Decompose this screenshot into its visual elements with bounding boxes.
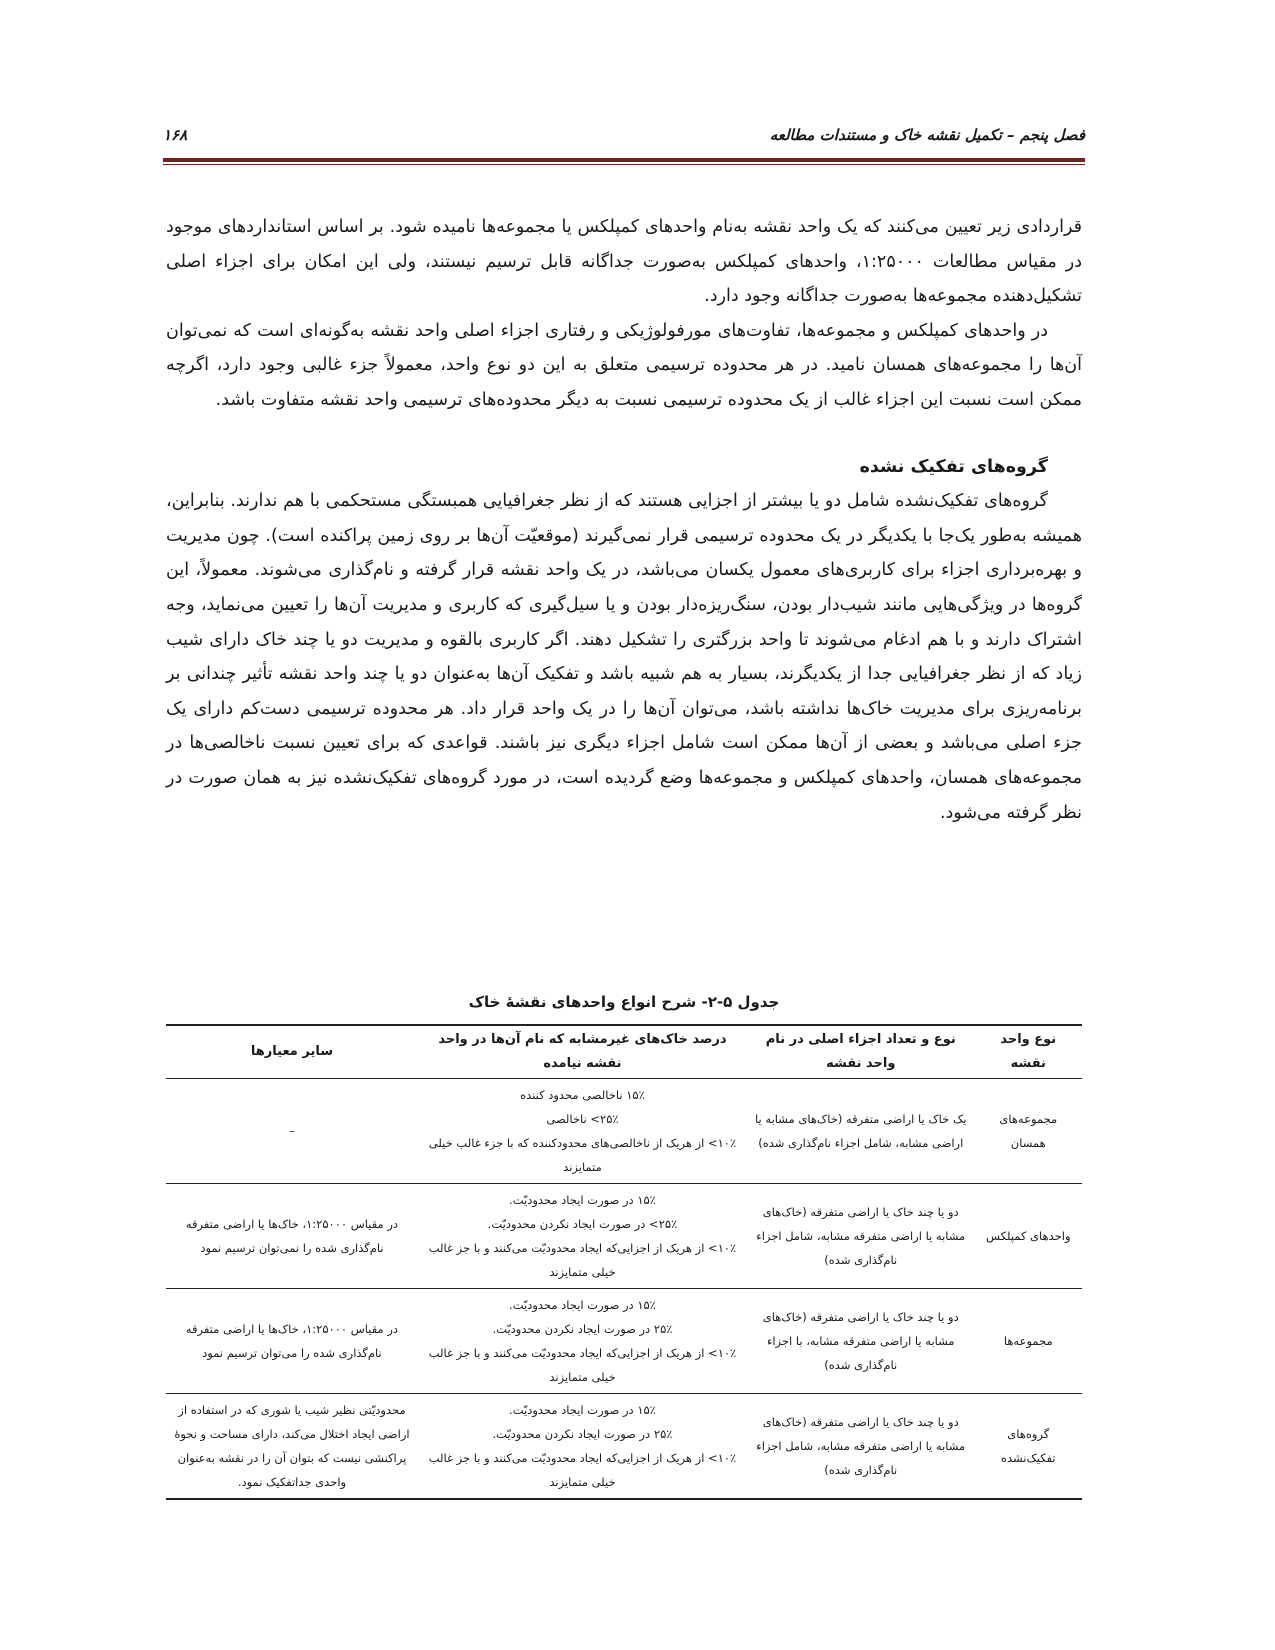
section-heading: گروه‌های تفکیک نشده [859, 456, 1048, 477]
percent-line: ۱۰٪> از هریک از ناخالصی‌های محدودکننده که با جزء غالب خیلی متمایزند [428, 1136, 737, 1174]
cell-unit-type: مجموعه‌ها [975, 1289, 1082, 1394]
map-units-table [166, 1024, 1082, 1500]
header-rule-thin [163, 164, 1085, 165]
header-rule-thick [163, 158, 1085, 162]
percent-line: ۲۵٪> ناخالصی [546, 1112, 619, 1126]
table-row [166, 1079, 1082, 1184]
cell-components: دو یا چند خاک یا اراضی متفرقه (خاک‌های مشابه یا اراضی متفرقه مشابه، با اجزاء نام‌گذاری شده) [747, 1289, 975, 1394]
paragraph: گروه‌های تفکیک‌نشده شامل دو یا بیشتر از اجزایی هستند که از نظر جغرافیایی همبستگی مستحکمی با هم ندارند. بنابراین، همیشه به‌طور یک‌جا با یکدیگر در یک محدوده ترسیمی قرار نمی‌گیرند (موقعیّت آن‌ها بر روی زمین پراکنده است). چون مدیریت و بهره‌برداری اجزاء برای کاربری‌های معمول یکسان می‌باشد، در یک واحد نقشه قرار گرفته و نام‌گذاری می‌شوند. معمولاً، این گروه‌ها در ویژگی‌هایی مانند شیب‌دار بودن، سنگ‌ریزه‌دار بودن و یا سیل‌گیری که کاربری و مدیریت آن‌ها را تعیین می‌نماید، وجه اشتراک دارند و با هم ادغام می‌شوند تا واحد بزرگتری را تشکیل دهند. اگر کاربری بالقوه و مدیریت دو یا چند خاک دارای شیب زیاد که از نظر جغرافیایی جدا از یکدیگرند، بسیار به هم شبیه باشد و تفکیک آن‌ها به‌عنوان دو یا چند واحد نقشه تأثیر چندانی بر برنامه‌ریزی برای مدیریت خاک‌ها نداشته باشد، می‌توان آن‌ها را در یک واحد قرار داد. هر محدوده ترسیمی دست‌کم دارای یک جزء اصلی می‌باشد و بعضی از آن‌ها ممکن است شامل اجزاء دیگری نیز باشند. قواعدی که برای تعیین نسبت ناخالصی‌ها در مجموعه‌های همسان، واحدهای کمپلکس و مجموعه‌ها وضع گردیده است، در مورد گروه‌های تفکیک‌نشده نیز به همان صورت در نظر گرفته می‌شود. [166, 491, 1082, 823]
table-caption: جدول ۵-۲- شرح انواع واحدهای نقشهٔ خاک [468, 993, 780, 1011]
percent-line: ۱۰٪> از هریک از اجزایی‌که ایجاد محدودیّت می‌کنند و با جز غالب خیلی متمایزند [428, 1346, 737, 1384]
table-row [166, 1289, 1082, 1394]
table-row [166, 1184, 1082, 1289]
header-other-criteria: سایر معیارها [166, 1025, 418, 1079]
cell-other-criteria: – [166, 1079, 418, 1184]
cell-components: یک خاک یا اراضی متفرقه (خاک‌های مشابه یا اراضی مشابه، شامل اجزاء نام‌گذاری شده) [747, 1079, 975, 1184]
paragraph: قراردادی زیر تعیین می‌کنند که یک واحد نقشه به‌نام واحدهای کمپلکس یا مجموعه‌ها نامیده شود. بر اساس استانداردهای موجود در مقیاس مطالعات ۱:۲۵۰۰۰، واحدهای کمپلکس به‌صورت جداگانه قابل ترسیم نیستند، ولی این امکان برای اجزاء اصلی تشکیل‌دهنده مجموعه‌ها به‌صورت جداگانه وجود دارد. [166, 217, 1082, 307]
percent-line: ۱۵٪ در صورت ایجاد محدودیّت. [509, 1403, 656, 1417]
cell-percent [418, 1289, 747, 1394]
table-row [166, 1394, 1082, 1500]
cell-percent [418, 1394, 747, 1500]
percent-line: ۱۵٪ در صورت ایجاد محدودیّت. [509, 1298, 656, 1312]
cell-unit-type: واحدهای کمپلکس [975, 1184, 1082, 1289]
page-header [163, 126, 1085, 154]
table-header-row [166, 1025, 1082, 1079]
cell-unit-type: گروه‌های تفکیک‌نشده [975, 1394, 1082, 1500]
cell-components: دو یا چند خاک یا اراضی متفرقه (خاک‌های مشابه یا اراضی متفرقه مشابه، شامل اجزاء نام‌گذاری شده) [747, 1394, 975, 1500]
paragraph: در واحدهای کمپلکس و مجموعه‌ها، تفاوت‌های مورفولوژیکی و رفتاری اجزاء اصلی واحد نقشه به‌گونه‌ای است که نمی‌توان آن‌ها را مجموعه‌های همسان نامید. در هر محدوده ترسیمی متعلق به این دو نوع واحد، معمولاً جزء غالبی وجود دارد، اگرچه ممکن است نسبت این اجزاء غالب از یک محدوده ترسیمی نسبت به دیگر محدوده‌های ترسیمی واحد نقشه متفاوت باشد. [166, 320, 1082, 410]
body-text [166, 210, 1082, 830]
cell-components: دو یا چند خاک یا اراضی متفرقه (خاک‌های مشابه یا اراضی متفرقه مشابه، شامل اجزاء نام‌گذاری شده) [747, 1184, 975, 1289]
page-number: ۱۶۸ [163, 126, 188, 144]
percent-line: ۲۵٪ در صورت ایجاد نکردن محدودیّت. [492, 1427, 673, 1441]
header-components: نوع و تعداد اجزاء اصلی در نام واحد نقشه [747, 1025, 975, 1079]
header-unit-type: نوع واحد نقشه [975, 1025, 1082, 1079]
percent-line: ۱۰٪> از هریک از اجزایی‌که ایجاد محدودیّت می‌کنند و با جز غالب خیلی متمایزند [428, 1241, 737, 1279]
cell-percent [418, 1079, 747, 1184]
percent-line: ۱۵٪ ناخالصی محدود کننده [520, 1088, 645, 1102]
cell-percent [418, 1184, 747, 1289]
cell-other-criteria: محدودیّتی نظیر شیب یا شوری که در استفاده از اراضی ایجاد اختلال می‌کند، دارای مساحت و نحوهٔ پراکنشی نیست که بتوان آن را در نقشه به‌عنوان واحدی جداتفکیک نمود. [166, 1394, 418, 1500]
cell-other-criteria: در مقیاس ۱:۲۵۰۰۰، خاک‌ها یا اراضی متفرقه نام‌گذاری شده را می‌توان ترسیم نمود [166, 1289, 418, 1394]
percent-line: ۱۰٪> از هریک از اجزایی‌که ایجاد محدودیّت می‌کنند و با جز غالب خیلی متمایزند [428, 1451, 737, 1489]
percent-line: ۲۵٪ در صورت ایجاد نکردن محدودیّت. [492, 1322, 673, 1336]
cell-unit-type: مجموعه‌های همسان [975, 1079, 1082, 1184]
percent-line: ۱۵٪ در صورت ایجاد محدودیّت. [509, 1193, 656, 1207]
header-dissimilar-percent: درصد خاک‌های غیرمشابه که نام آن‌ها در واحد نقشه نیامده [418, 1025, 747, 1079]
cell-other-criteria: در مقیاس ۱:۲۵۰۰۰، خاک‌ها یا اراضی متفرقه نام‌گذاری شده را نمی‌توان ترسیم نمود [166, 1184, 418, 1289]
percent-line: ۲۵٪> در صورت ایجاد نکردن محدودیّت. [487, 1217, 678, 1231]
chapter-title: فصل پنجم – تکمیل نقشه خاک و مستندات مطالعه [769, 126, 1085, 144]
